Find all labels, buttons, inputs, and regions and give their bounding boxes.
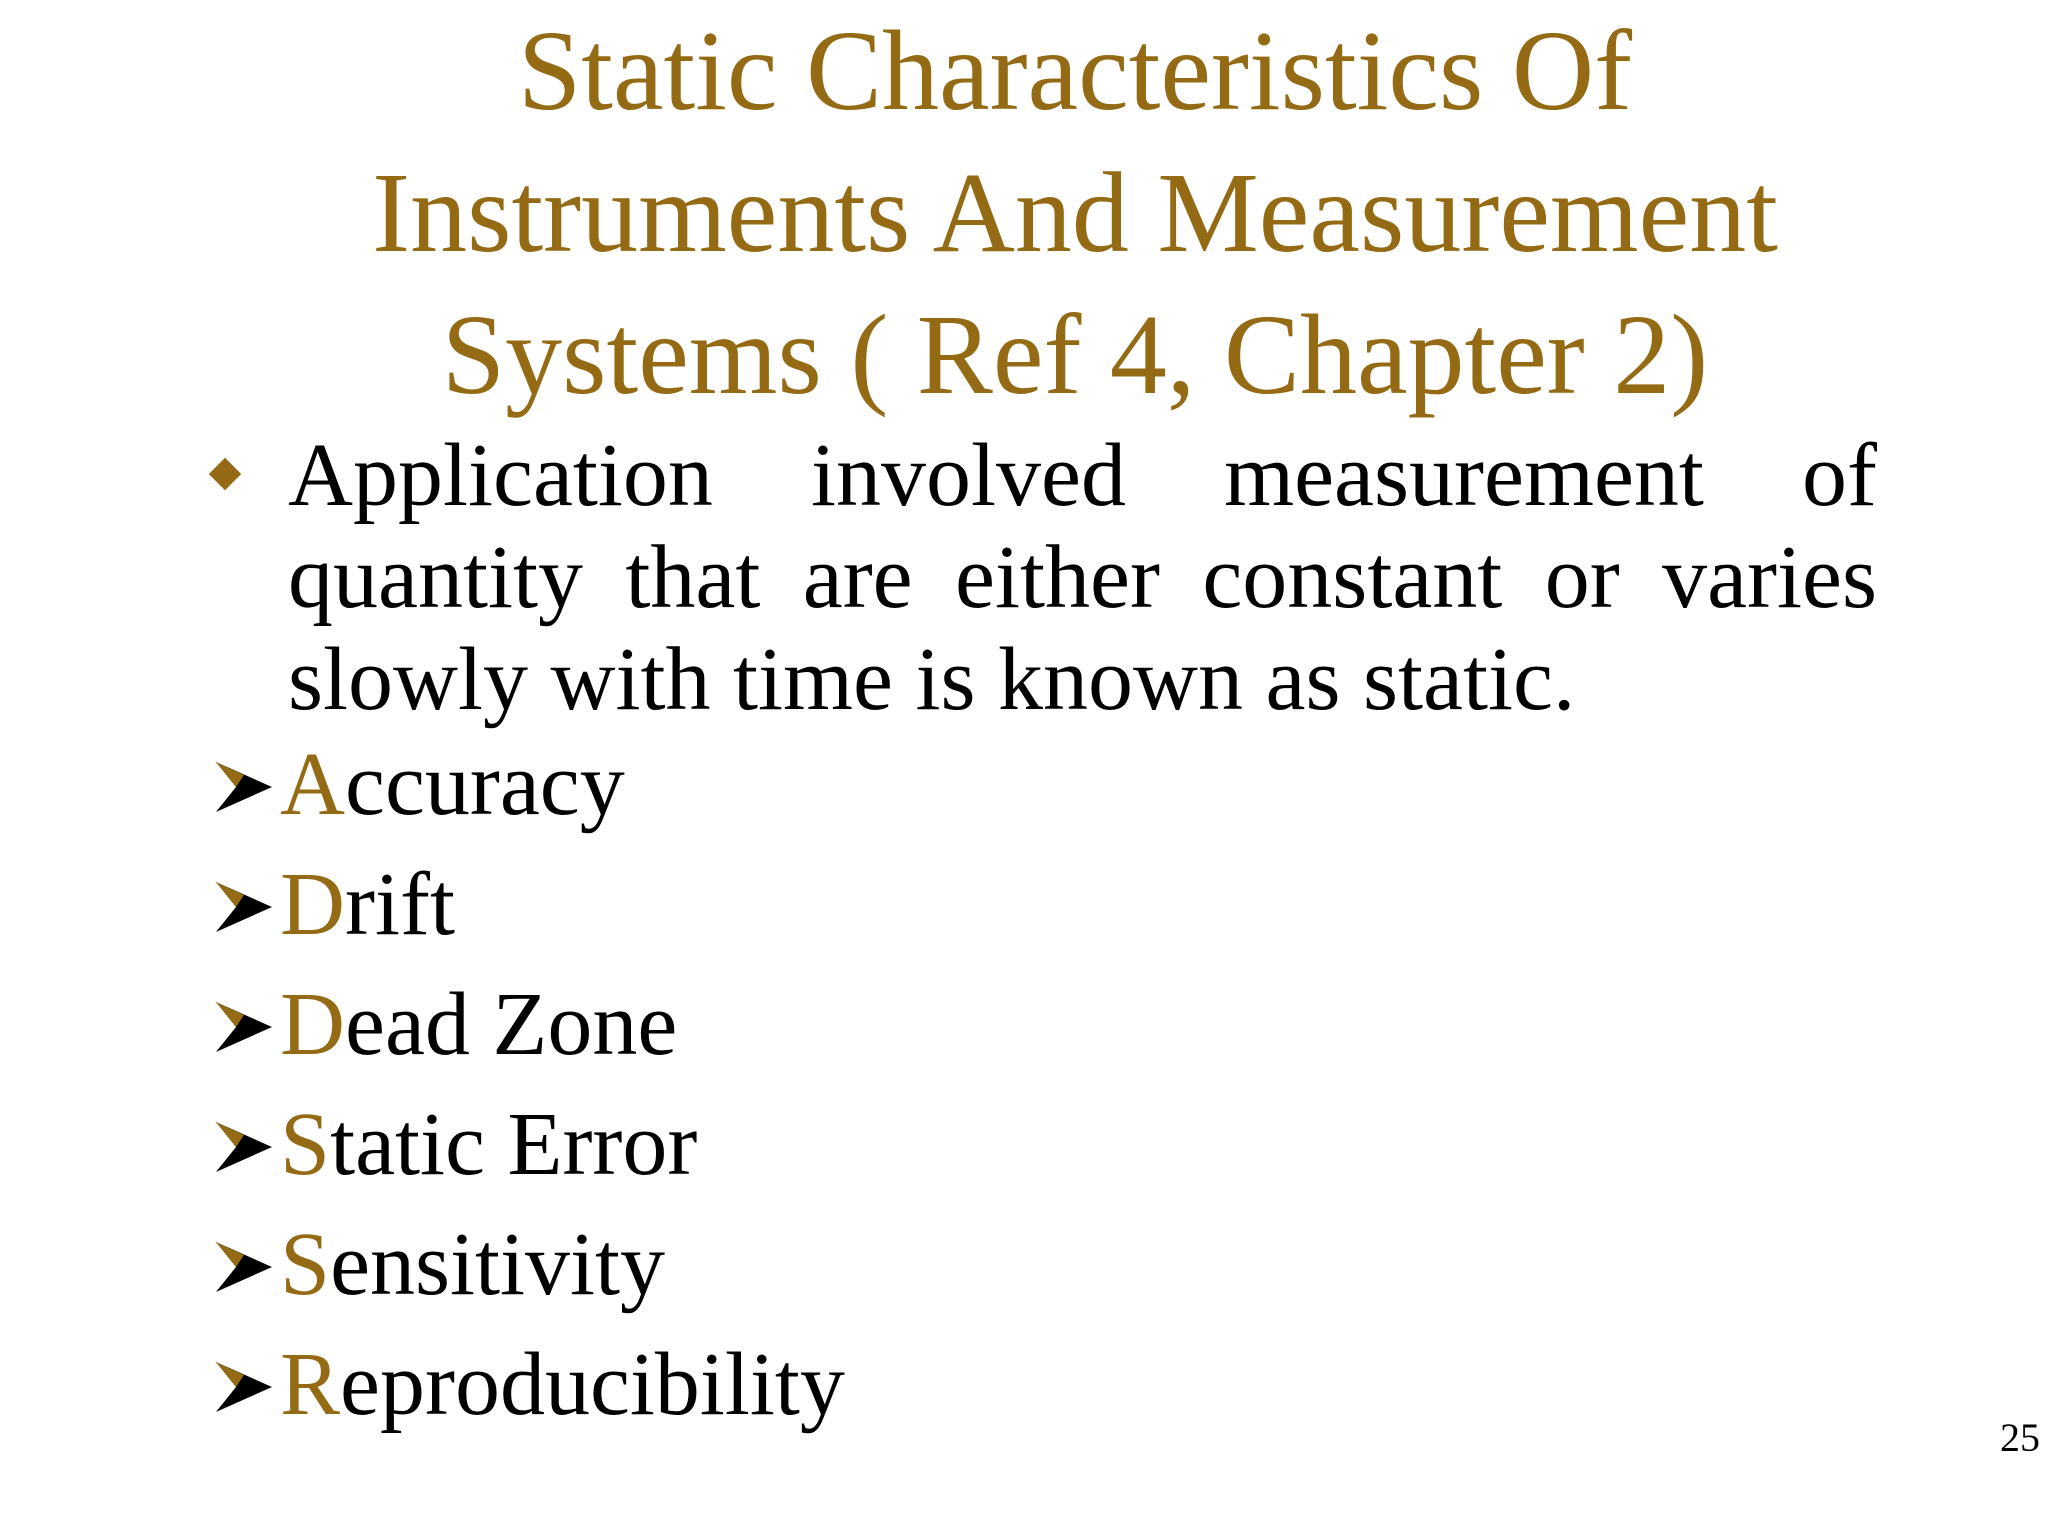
list-item-reproducibility [214,1335,845,1455]
arrow-bullet-icon [214,735,274,835]
page-number: 25 [2000,1415,2040,1460]
slide-title [0,0,2048,426]
arrow-bullet-icon [214,855,274,955]
list-item-static-error [214,1095,845,1215]
title-line-1: Static Characteristics Of [517,7,1633,134]
title-line-3: Systems ( Ref 4, Chapter 2) [441,291,1709,418]
item-initial: S [280,1215,331,1314]
arrow-bullet-icon [214,1215,274,1315]
list-item-drift [214,855,845,975]
arrow-bullet-icon [214,975,274,1075]
arrow-bullet-icon [214,1335,274,1435]
list-item-accuracy [214,735,845,855]
item-rest: ccuracy [345,735,625,834]
intro-text: Application involved measurement of quantity that are either constant or varies slowly with time is known as static. [288,426,1877,729]
arrow-bullet-icon [214,1095,274,1195]
item-initial: A [280,735,345,834]
title-line-2: Instruments And Measurement [372,149,1778,276]
item-rest: ead Zone [345,975,678,1074]
list-item-dead-zone [214,975,845,1095]
item-initial: D [280,855,345,954]
characteristics-list [214,735,845,1455]
item-rest: tatic Error [330,1095,698,1194]
item-initial: D [280,975,345,1074]
item-rest: ensitivity [330,1215,666,1314]
list-item-sensitivity [214,1215,845,1335]
item-initial: R [280,1335,341,1434]
diamond-bullet-icon [207,456,243,492]
item-rest: eproducibility [340,1335,845,1434]
item-rest: rift [345,855,455,954]
item-initial: S [280,1095,331,1194]
